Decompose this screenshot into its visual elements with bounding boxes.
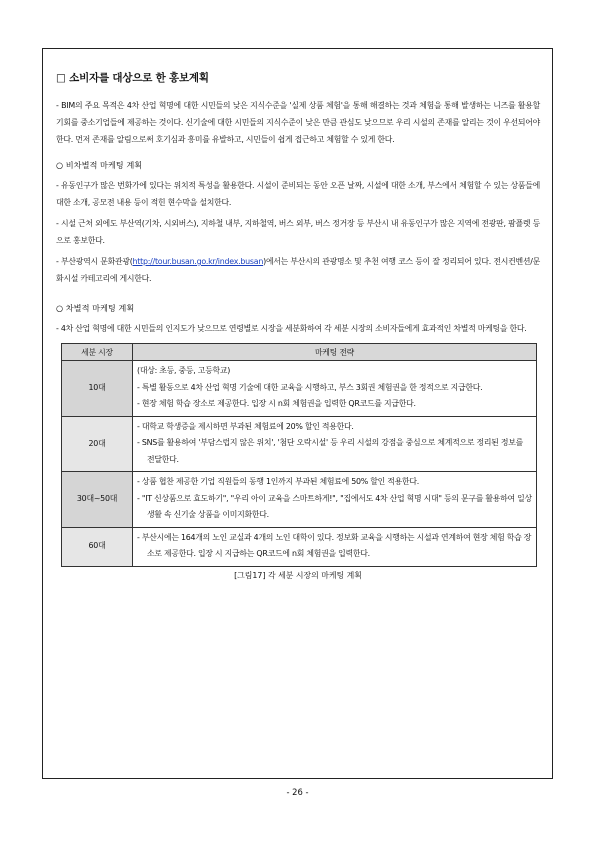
figure-caption: [그림17] 각 세분 시장의 마케팅 계획 — [234, 570, 362, 580]
segment-cell: 10대 — [62, 361, 133, 417]
strategy-cell — [133, 416, 537, 472]
table-row — [62, 472, 537, 528]
header-segment: 세분 시장 — [62, 344, 133, 361]
strategy-line: - 특별 활동으로 4차 산업 혁명 기술에 대한 교육을 시행하고, 부스 3회권 체험권을 한 정적으로 지급한다. — [137, 382, 483, 392]
diff-marketing-title: ○ 차별적 마케팅 계획 — [56, 303, 135, 313]
segment-cell: 20대 — [62, 416, 133, 472]
table-row — [62, 416, 537, 472]
undiff-item-3 — [56, 253, 540, 287]
table-row — [62, 527, 537, 566]
strategy-line: - 상품 협찬 제공한 기업 직원들의 동행 1인까지 부과된 체험료에 50% 할인 적용한다. — [137, 477, 420, 486]
table-header-row — [62, 344, 537, 361]
strategy-line: - 대학교 학생증을 제시하면 부과된 체험료에 20% 할인 적용한다. — [137, 421, 354, 431]
intro-paragraph: - BIM의 주요 목적은 4차 산업 혁명에 대한 시민들의 낮은 지식수준을 '실제 상품 체험'을 통해 해결하는 것과 체험을 통해 발생하는 니즈를 활용할 기회를 중소기업들에 제공하는 것이다. 신기술에 대한 시민들의 지식수준이 낮은 만큼 관심도 낮으므로 우리 시설의 존재를 알리는 것이 우선되어야 한다. 먼저 존재를 알림으로써 호기심과 흥미를 유발하고, 시민들이 쉽게 접근하고 체험할 수 있게 한다. — [56, 101, 540, 144]
undiff-item-2: - 시설 근처 외에도 부산역(기차, 시외버스), 지하철 내부, 지하철역, 버스 외부, 버스 정거장 등 부산시 내 유동인구가 많은 지역에 전광판, 팜플렛 등으로 홍보한다. — [56, 219, 540, 245]
strategy-line: - 부산시에는 164개의 노인 교실과 4개의 노인 대학이 있다. 정보화 교육을 시행하는 시설과 연계하여 현장 체험 학습 장소로 제공한다. 입장 시 지급하는 QR코드에 n회 체험권을 입력한다. — [137, 532, 532, 558]
document-body — [56, 70, 540, 581]
segment-cell: 30대~50대 — [62, 472, 133, 528]
table-row — [62, 361, 537, 417]
strategy-cell — [133, 472, 537, 528]
segment-marketing-table — [61, 343, 537, 567]
strategy-line: - SNS를 활용하여 '부담스럽지 않은 위치', '첨단 오락시설' 등 우리 시설의 강점을 중심으로 체계적으로 정리된 정보를 전달한다. — [137, 438, 523, 464]
strategy-cell — [133, 361, 537, 417]
busan-tour-link[interactable]: http://tour.busan.go.kr/index.busan — [132, 257, 264, 266]
segment-cell: 60대 — [62, 527, 133, 566]
strategy-line: - "IT 신상품으로 효도하기", "우리 아이 교육을 스마트하게!", "집에서도 4차 산업 혁명 시대" 등의 문구를 활용하여 일상생활 속 신기술 상품을 이미지화한다. — [137, 493, 532, 519]
strategy-line: (대상: 초등, 중등, 고등학교) — [137, 366, 231, 375]
undiff-item-3-pre: - 부산광역시 문화관광( — [56, 257, 133, 266]
strategy-line: - 현장 체험 학습 장소로 제공한다. 입장 시 n회 체험권을 입력한 QR코드를 지급한다. — [137, 399, 416, 408]
strategy-cell — [133, 527, 537, 566]
page-number: - 26 - — [286, 787, 309, 797]
undiff-item-3-post: )에서는 부산시의 관광명소 및 추천 여행 코스 등이 잘 정리되어 있다. 전시컨벤션/문화시설 카테고리에 게시한다. — [56, 257, 540, 283]
diff-marketing-desc: - 4차 산업 혁명에 대한 시민들의 인지도가 낮으므로 연령별로 시장을 세분화하여 각 세분 시장의 소비자들에게 효과적인 차별적 마케팅을 한다. — [56, 324, 527, 333]
section-heading: □ 소비자를 대상으로 한 홍보계획 — [56, 72, 209, 84]
header-strategy: 마케팅 전략 — [133, 344, 537, 361]
undiff-item-1: - 유동인구가 많은 번화가에 있다는 위치적 특성을 활용한다. 시설이 준비되는 동안 오픈 날짜, 시설에 대한 소개, 부스에서 체험할 수 있는 상품들에 대한 소개, 공모전 내용 등이 적힌 현수막을 설치한다. — [56, 181, 540, 207]
undiff-marketing-title: ○ 비차별적 마케팅 계획 — [56, 160, 143, 170]
